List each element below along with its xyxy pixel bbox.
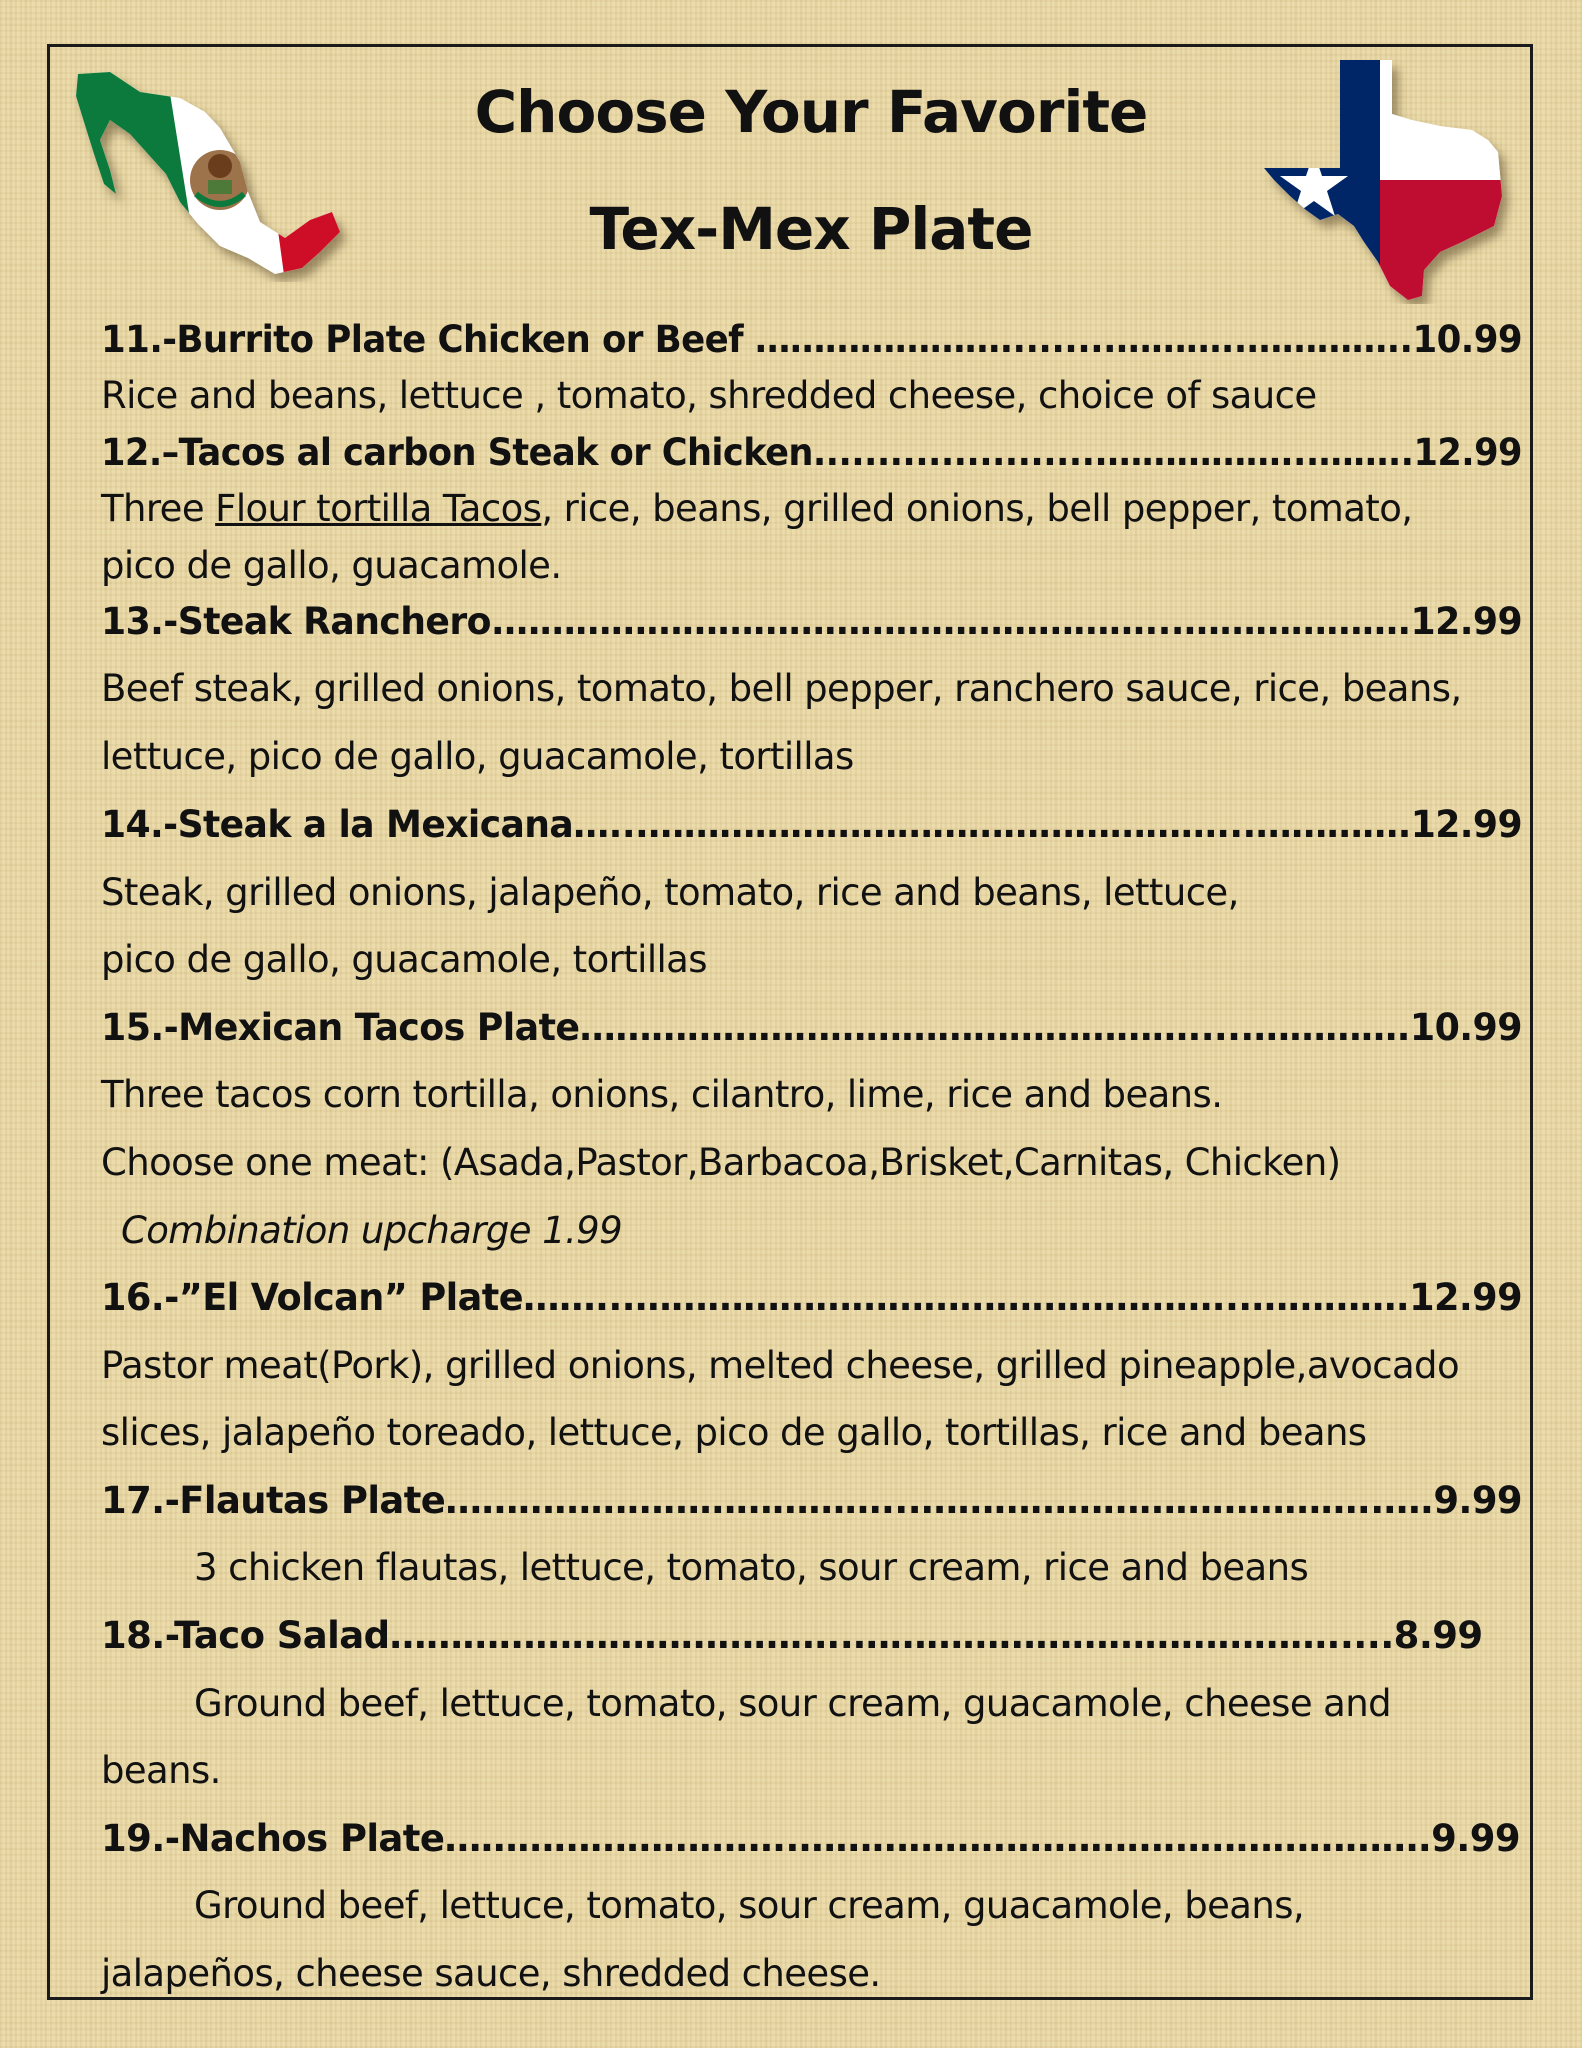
menu-item-description: slices, jalapeño toreado, lettuce, pico de gallo, tortillas, rice and beans	[101, 1411, 1367, 1454]
description-text: , rice, beans, grilled onions, bell pepper, tomato,	[541, 487, 1413, 530]
menu-item-description: jalapeños, cheese sauce, shredded cheese.	[101, 1952, 881, 1995]
description-text: Three	[101, 487, 216, 530]
menu-item-title: 14.-Steak a la Mexicana…...…………………………………………...………….12.99	[101, 803, 1522, 846]
menu-item-description: Pastor meat(Pork), grilled onions, melted cheese, grilled pineapple,avocado	[101, 1344, 1459, 1387]
menu-item-description: Ground beef, lettuce, tomato, sour cream, guacamole, cheese and	[194, 1682, 1391, 1725]
menu-item-description: 3 chicken flautas, lettuce, tomato, sour cream, rice and beans	[194, 1546, 1309, 1589]
page-title-line2: Tex-Mex Plate	[589, 195, 1033, 263]
menu-item-title: 12.–Tacos al carbon Steak or Chicken.......................……………...……..12.99	[101, 431, 1522, 474]
menu-item-title: 11.-Burrito Plate Chicken or Beef ………………….........………..…………..10.99	[101, 318, 1523, 361]
menu-item-description: pico de gallo, guacamole.	[101, 544, 562, 587]
page-title-line1: Choose Your Favorite	[474, 78, 1148, 146]
menu-item-description: Rice and beans, lettuce , tomato, shredded cheese, choice of sauce	[101, 374, 1317, 417]
menu-item-title: 19.-Nachos Plate………………………..…………………………………………….9.99	[101, 1817, 1521, 1860]
menu-item-description: lettuce, pico de gallo, guacamole, tortillas	[101, 735, 854, 778]
menu-item-description: Three tacos corn tortilla, onions, cilantro, lime, rice and beans.	[101, 1073, 1223, 1116]
menu-item-title: 15.-Mexican Tacos Plate…………………………………………….....………….10.99	[101, 1006, 1522, 1049]
menu-item-title: 17.-Flautas Plate………………………………...………………………………..….9.99	[101, 1479, 1522, 1522]
menu-item-note: Combination upcharge 1.99	[121, 1209, 623, 1252]
menu-item-title: 16.-”El Volcan” Plate……...…………………………………………...………….12.99	[101, 1276, 1522, 1319]
menu-item-description: Ground beef, lettuce, tomato, sour cream, guacamole, beans,	[194, 1884, 1305, 1927]
menu-item-description: beans.	[101, 1749, 221, 1792]
menu-item-description: Steak, grilled onions, jalapeño, tomato, rice and beans, lettuce,	[101, 871, 1239, 914]
menu-item-description: Beef steak, grilled onions, tomato, bell pepper, ranchero sauce, rice, beans,	[101, 667, 1462, 710]
underlined-text: Flour tortilla Tacos	[215, 487, 542, 530]
menu-item-title: 18.-Taco Salad………………………………..………………………………….....8.99	[101, 1614, 1483, 1657]
menu-item-description	[101, 487, 1412, 531]
menu-item-description: pico de gallo, guacamole, tortillas	[101, 938, 707, 981]
menu-item-title: 13.-Steak Ranchero.………………………………………………...……………….12.99	[101, 600, 1523, 643]
menu-item-description: Choose one meat: (Asada,Pastor,Barbacoa,Brisket,Carnitas, Chicken)	[101, 1141, 1341, 1184]
